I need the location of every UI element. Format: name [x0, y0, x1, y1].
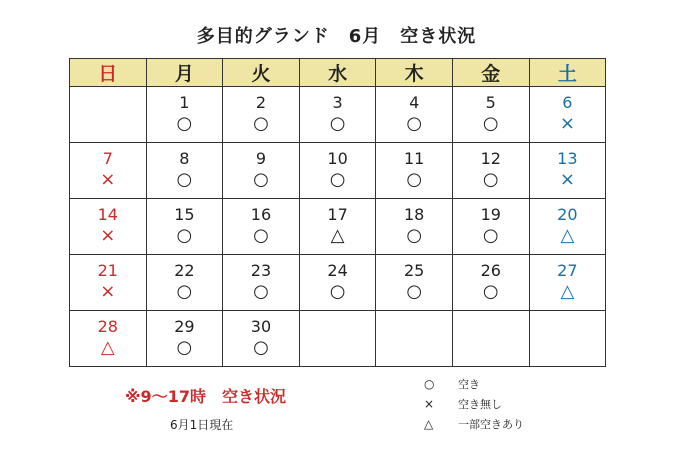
day-number: 27	[557, 261, 578, 280]
availability-mark-icon: ○	[253, 113, 269, 134]
day-number: 6	[562, 93, 573, 112]
day-number: 5	[485, 93, 496, 112]
calendar-day-cell	[299, 87, 376, 143]
legend-item-partial	[424, 414, 524, 434]
day-number: 1	[179, 93, 190, 112]
weekday-friday: 金	[452, 59, 529, 87]
calendar-empty-cell	[452, 311, 529, 367]
availability-mark-icon: ○	[406, 281, 423, 302]
availability-mark-icon: ○	[176, 225, 193, 246]
day-number: 20	[557, 205, 578, 224]
day-number: 4	[409, 93, 420, 112]
day-number: 28	[97, 317, 118, 336]
calendar-day-cell	[146, 199, 223, 255]
day-number: 18	[403, 205, 425, 224]
day-number: 2	[255, 93, 267, 112]
calendar-day-cell	[146, 87, 223, 143]
day-number: 3	[332, 93, 343, 112]
calendar-day-cell	[529, 87, 606, 143]
calendar-day-cell	[146, 143, 223, 199]
calendar-day-cell	[376, 255, 453, 311]
day-number: 10	[327, 149, 348, 168]
weekday-thursday: 木	[376, 59, 453, 87]
weekday-sunday: 日	[70, 59, 147, 87]
calendar-week-row	[70, 199, 606, 255]
availability-mark-icon: ○	[253, 337, 269, 358]
calendar-day-cell	[70, 311, 147, 367]
availability-mark-icon: ○	[482, 113, 499, 134]
day-number: 16	[250, 205, 272, 224]
day-number: 24	[327, 261, 348, 280]
as-of-date: 6月1日現在	[170, 418, 234, 432]
availability-mark-icon: △	[560, 225, 575, 246]
calendar-week-row	[70, 87, 606, 143]
weekday-monday: 月	[146, 59, 223, 87]
weekday-header-row	[70, 59, 606, 87]
weekday-tuesday: 火	[223, 59, 300, 87]
day-number: 21	[97, 261, 118, 280]
availability-mark-icon: ○	[329, 169, 346, 190]
day-number: 26	[480, 261, 501, 280]
day-number: 29	[174, 317, 195, 336]
calendar-day-cell	[452, 143, 529, 199]
availability-mark-icon: ○	[253, 281, 269, 302]
availability-mark-icon: ×	[100, 225, 116, 246]
calendar-day-cell	[376, 143, 453, 199]
availability-mark-icon: ○	[176, 337, 193, 358]
availability-mark-icon: ○	[406, 113, 423, 134]
day-number: 19	[480, 205, 501, 224]
legend-item-available	[424, 374, 524, 394]
calendar-empty-cell	[299, 311, 376, 367]
legend-item-unavailable	[424, 394, 524, 414]
availability-mark-icon: ○	[482, 281, 499, 302]
unavailable-mark-icon: ×	[424, 397, 435, 411]
availability-mark-icon: △	[330, 225, 345, 246]
day-number: 22	[174, 261, 195, 280]
legend	[424, 374, 524, 434]
calendar-week-row	[70, 143, 606, 199]
calendar-day-cell	[376, 199, 453, 255]
day-number: 8	[179, 149, 190, 168]
day-number: 7	[102, 149, 113, 168]
calendar-day-cell	[70, 143, 147, 199]
availability-mark-icon: ○	[176, 113, 193, 134]
availability-mark-icon: ×	[559, 169, 575, 190]
availability-mark-icon: ○	[253, 169, 269, 190]
calendar-day-cell	[70, 255, 147, 311]
day-number: 15	[174, 205, 195, 224]
day-number: 12	[480, 149, 501, 168]
calendar-day-cell	[529, 199, 606, 255]
calendar-day-cell	[529, 143, 606, 199]
calendar-day-cell	[299, 143, 376, 199]
calendar-empty-cell	[529, 311, 606, 367]
day-number: 11	[403, 149, 425, 168]
day-number: 14	[97, 205, 118, 224]
availability-mark-icon: ×	[559, 113, 575, 134]
availability-mark-icon: ○	[482, 169, 499, 190]
calendar-day-cell	[452, 199, 529, 255]
availability-mark-icon: ×	[100, 169, 116, 190]
day-number: 17	[327, 205, 348, 224]
calendar-empty-cell	[376, 311, 453, 367]
calendar-day-cell	[529, 255, 606, 311]
available-mark-icon: ○	[424, 377, 435, 391]
calendar-day-cell	[223, 255, 300, 311]
day-number: 23	[250, 261, 272, 280]
partial-mark-icon: △	[424, 417, 434, 431]
availability-mark-icon: ○	[329, 281, 346, 302]
calendar-day-cell	[376, 87, 453, 143]
availability-mark-icon: △	[100, 337, 115, 358]
availability-mark-icon: ○	[176, 169, 193, 190]
weekday-wednesday: 水	[299, 59, 376, 87]
availability-mark-icon: ○	[176, 281, 193, 302]
legend-label: 一部空きあり	[458, 418, 524, 431]
calendar-day-cell	[299, 199, 376, 255]
calendar-day-cell	[452, 87, 529, 143]
availability-mark-icon: △	[560, 281, 575, 302]
page-title: 多目的グランド 6月 空き状況	[196, 26, 477, 47]
calendar-day-cell	[223, 87, 300, 143]
calendar-day-cell	[70, 199, 147, 255]
calendar-day-cell	[223, 199, 300, 255]
day-number: 30	[250, 317, 272, 336]
availability-mark-icon: ○	[406, 169, 423, 190]
legend-label: 空き	[458, 378, 480, 391]
calendar-day-cell	[223, 311, 300, 367]
availability-mark-icon: ○	[406, 225, 423, 246]
legend-label: 空き無し	[458, 398, 502, 411]
day-number: 13	[557, 149, 578, 168]
calendar-day-cell	[146, 255, 223, 311]
calendar-day-cell	[452, 255, 529, 311]
calendar-day-cell	[223, 143, 300, 199]
availability-mark-icon: ○	[482, 225, 499, 246]
day-number: 25	[403, 261, 425, 280]
weekday-saturday: 土	[529, 59, 606, 87]
calendar-day-cell	[146, 311, 223, 367]
day-number: 9	[255, 149, 267, 168]
calendar-week-row	[70, 255, 606, 311]
calendar-day-cell	[299, 255, 376, 311]
calendar-empty-cell	[70, 87, 147, 143]
availability-mark-icon: ○	[253, 225, 269, 246]
availability-calendar	[69, 58, 606, 367]
availability-mark-icon: ○	[329, 113, 346, 134]
availability-mark-icon: ×	[100, 281, 116, 302]
hours-note: ※9～17時 空き状況	[125, 387, 286, 406]
calendar-week-row	[70, 311, 606, 367]
